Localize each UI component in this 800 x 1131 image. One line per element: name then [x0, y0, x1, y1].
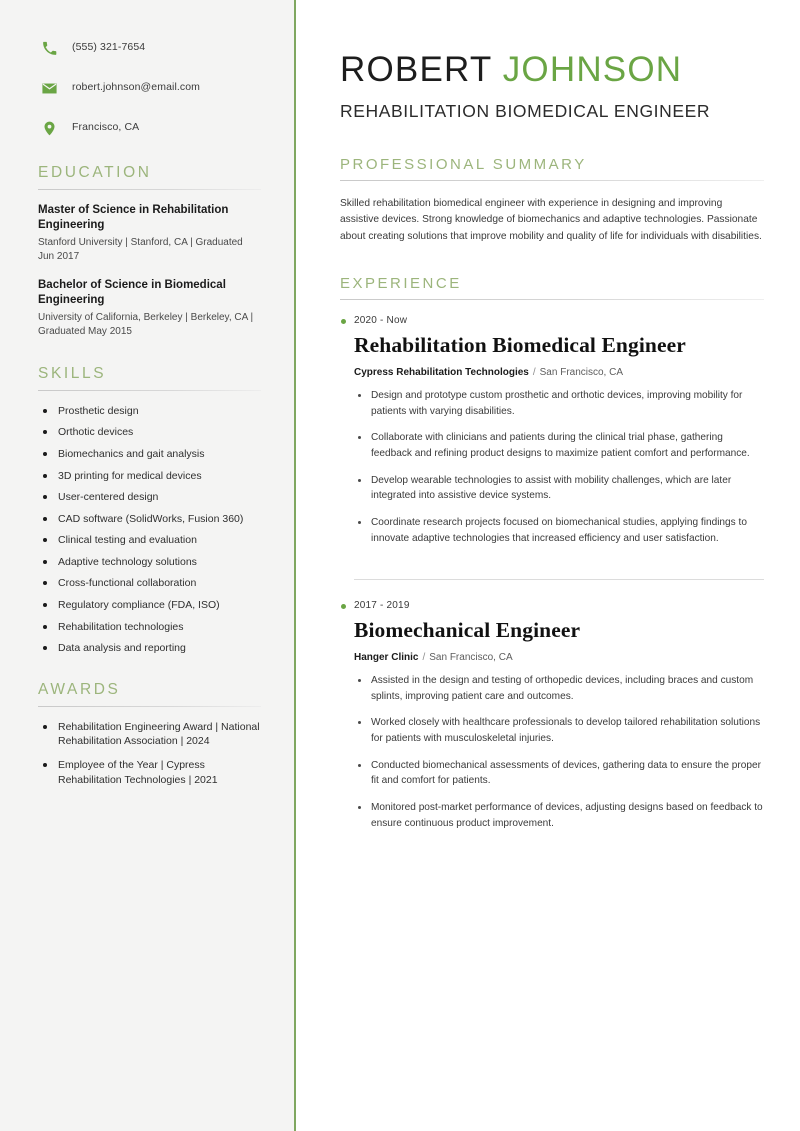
summary-rule: [340, 180, 764, 181]
list-item: Data analysis and reporting: [41, 641, 261, 655]
education-meta: University of California, Berkeley | Berkeley, CA | Graduated May 2015: [38, 312, 254, 338]
experience-divider: [354, 579, 764, 580]
awards-section: [38, 681, 261, 787]
list-item: User-centered design: [41, 490, 261, 504]
education-heading: EDUCATION: [38, 164, 152, 181]
contact-email: [38, 78, 261, 98]
list-item: CAD software (SolidWorks, Fusion 360): [41, 512, 261, 526]
experience-item: [340, 315, 764, 563]
skills-rule: [38, 390, 261, 391]
list-item: Biomechanics and gait analysis: [41, 447, 261, 461]
contact-phone: [38, 38, 261, 58]
list-item: Assisted in the design and testing of orthopedic devices, including braces and custom splints, improving patient care and outcomes.: [354, 673, 764, 704]
experience-role: Biomechanical Engineer: [354, 618, 581, 643]
experience-heading: EXPERIENCE: [340, 275, 462, 293]
list-item: Develop wearable technologies to assist with mobility challenges, which are later integrated into assistive device systems.: [354, 473, 764, 504]
list-item: Collaborate with clinicians and patients during the clinical trial phase, gathering feedback and refining product designs to maximize patient comfort and performance.: [354, 430, 764, 461]
experience-meta: [354, 651, 764, 664]
experience-bullets: [354, 388, 764, 546]
experience-date: 2017 - 2019: [340, 600, 764, 611]
summary-heading: PROFESSIONAL SUMMARY: [340, 155, 587, 173]
contact-email-text: robert.johnson@email.com: [72, 81, 201, 94]
contact-location: [38, 118, 261, 138]
list-item: Orthotic devices: [41, 425, 261, 439]
envelope-icon: [38, 78, 60, 98]
contact-list: [38, 38, 261, 138]
location-pin-icon: [38, 118, 60, 138]
awards-list: [38, 720, 261, 787]
phone-icon: [38, 38, 60, 58]
experience-section: [340, 275, 764, 848]
list-item: Prosthetic design: [41, 404, 261, 418]
list-item: Cross-functional collaboration: [41, 576, 261, 590]
experience-company: Hanger Clinic: [354, 652, 419, 664]
education-section: [38, 164, 261, 339]
first-name: ROBERT: [340, 50, 492, 89]
page-title: [340, 52, 764, 89]
list-item: Coordinate research projects focused on biomechanical studies, applying findings to innovate adaptive technologies that increased efficiency and user satisfaction.: [354, 515, 764, 546]
list-item: Monitored post-market performance of devices, adjusting designs based on feedback to ensure continuous product improvement.: [354, 800, 764, 831]
experience-date: 2020 - Now: [340, 315, 764, 326]
list-item: Employee of the Year | Cypress Rehabilitation Technologies | 2021: [41, 758, 261, 786]
skills-section: [38, 365, 261, 655]
education-degree: Bachelor of Science in Biomedical Engineering: [38, 278, 226, 307]
education-degree: Master of Science in Rehabilitation Engineering: [38, 204, 229, 232]
list-item: Clinical testing and evaluation: [41, 533, 261, 547]
last-name: JOHNSON: [502, 50, 683, 89]
list-item: 3D printing for medical devices: [41, 469, 261, 483]
education-item: [38, 278, 261, 339]
awards-rule: [38, 706, 261, 707]
experience-item: [340, 600, 764, 848]
list-item: Rehabilitation Engineering Award | National Rehabilitation Association | 2024: [41, 720, 261, 748]
summary-section: [340, 156, 764, 246]
experience-bullets: [354, 673, 764, 831]
meta-separator: /: [422, 652, 426, 664]
education-meta: Stanford University | Stanford, CA | Graduated Jun 2017: [38, 237, 243, 263]
experience-location: San Francisco, CA: [429, 652, 513, 664]
experience-company: Cypress Rehabilitation Technologies: [354, 367, 529, 379]
contact-phone-text: (555) 321-7654: [72, 41, 146, 54]
contact-location-text: Francisco, CA: [72, 121, 140, 134]
skills-heading: SKILLS: [38, 364, 107, 382]
experience-meta: [354, 366, 764, 379]
experience-role: Rehabilitation Biomedical Engineer: [354, 333, 686, 358]
skills-list: [38, 404, 261, 655]
education-rule: [38, 189, 261, 190]
education-item: [38, 203, 261, 264]
list-item: Regulatory compliance (FDA, ISO): [41, 598, 261, 612]
headline: REHABILITATION BIOMEDICAL ENGINEER: [340, 100, 711, 121]
sidebar: [0, 0, 296, 1131]
awards-heading: AWARDS: [38, 681, 121, 699]
main-column: [296, 0, 800, 1131]
list-item: Adaptive technology solutions: [41, 555, 261, 569]
experience-rule: [340, 299, 764, 300]
experience-location: San Francisco, CA: [539, 367, 624, 379]
list-item: Worked closely with healthcare professionals to develop tailored rehabilitation solutions for patients with musculoskeletal injuries.: [354, 715, 764, 746]
meta-separator: /: [532, 367, 536, 379]
list-item: Conducted biomechanical assessments of devices, gathering data to ensure the proper fit and comfort for patients.: [354, 758, 764, 789]
summary-text: Skilled rehabilitation biomedical engineer with experience in designing and improving assistive devices. Strong knowledge of biomechanics and adaptive technologies. Passionate about creating solutions that improve mobility and quality of life for individuals with disabilities.: [340, 197, 762, 242]
list-item: Design and prototype custom prosthetic and orthotic devices, improving mobility for patients with varying disabilities.: [354, 388, 764, 419]
list-item: Rehabilitation technologies: [41, 620, 261, 634]
